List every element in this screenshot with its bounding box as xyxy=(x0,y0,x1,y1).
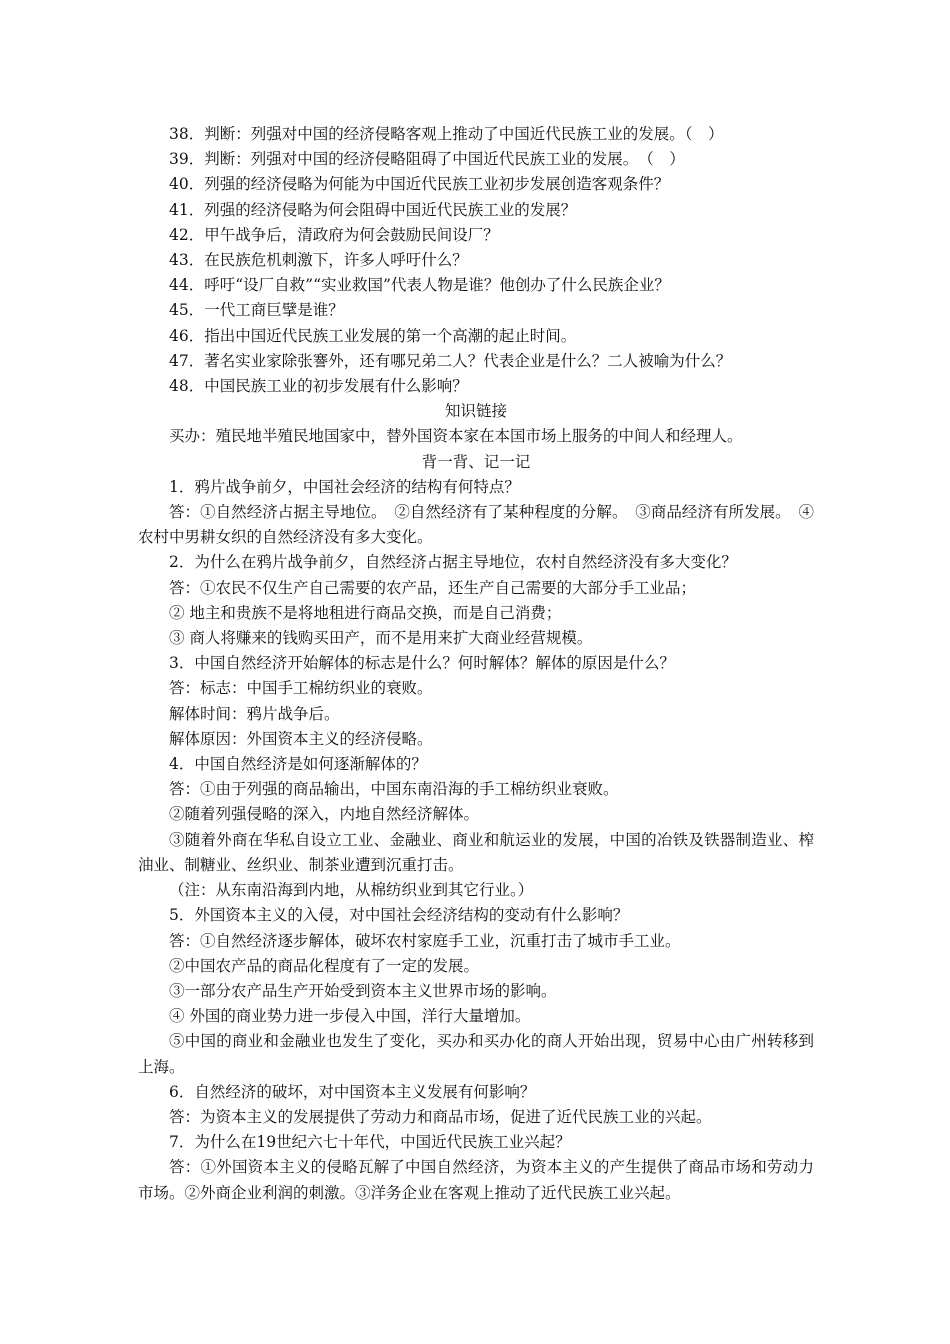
question-43: 43．在民族危机刺激下，许多人呼吁什么？ xyxy=(169,251,468,270)
review-line: （注：从东南沿海到内地，从棉纺织业到其它行业。） xyxy=(169,881,534,900)
review-line: 7．为什么在19世纪六七十年代，中国近代民族工业兴起？ xyxy=(169,1133,571,1152)
question-40: 40．列强的经济侵略为何能为中国近代民族工业初步发展创造客观条件？ xyxy=(169,175,670,194)
question-48: 48．中国民族工业的初步发展有什么影响？ xyxy=(169,377,468,396)
review-line: ③随着外商在华私自设立工业、金融业、商业和航运业的发展，中国的冶铁及铁器制造业、榨油业、制糖业、丝织业、制茶业遭到沉重打击。 xyxy=(138,830,814,874)
review-line: 答：①外国资本主义的侵略瓦解了中国自然经济，为资本主义的产生提供了商品市场和劳动力市场。②外商企业利润的刺激。③洋务企业在客观上推动了近代民族工业兴起。 xyxy=(138,1158,814,1202)
review-line: 答：①自然经济逐步解体，破坏农村家庭手工业，沉重打击了城市手工业。 xyxy=(169,931,681,950)
review-heading: 背一背、记一记 xyxy=(421,452,531,471)
review-line: ②随着列强侵略的深入，内地自然经济解体。 xyxy=(169,805,480,824)
review-line: 1．鸦片战争前夕，中国社会经济的结构有何特点？ xyxy=(169,477,520,496)
review-line: 答：①农民不仅生产自己需要的农产品，还生产自己需要的大部分手工业品； xyxy=(169,578,697,597)
question-46: 46．指出中国近代民族工业发展的第一个高潮的起止时间。 xyxy=(169,326,577,345)
review-line: ③一部分农产品生产开始受到资本主义世界市场的影响。 xyxy=(169,981,557,1000)
review-line: 答：为资本主义的发展提供了劳动力和商品市场，促进了近代民族工业的兴起。 xyxy=(169,1107,712,1126)
review-line: ②中国农产品的商品化程度有了一定的发展。 xyxy=(169,956,480,975)
review-line: 4．中国自然经济是如何逐渐解体的？ xyxy=(169,755,427,774)
question-42: 42．甲午战争后，清政府为何会鼓励民间设厂？ xyxy=(169,225,499,244)
review-line: ⑤中国的商业和金融业也发生了变化，买办和买办化的商人开始出现，贸易中心由广州转移到上海。 xyxy=(138,1032,814,1076)
document-page xyxy=(138,122,814,1206)
review-line: 答：①由于列强的商品输出，中国东南沿海的手工棉纺织业衰败。 xyxy=(169,780,619,799)
review-line: 解体时间：鸦片战争后。 xyxy=(169,704,340,723)
review-line: 3．中国自然经济开始解体的标志是什么？何时解体？解体的原因是什么？ xyxy=(169,654,675,673)
review-line: 答：标志：中国手工棉纺织业的衰败。 xyxy=(169,679,433,698)
question-39: 39．判断：列强对中国的经济侵略阻碍了中国近代民族工业的发展。 （ ） xyxy=(169,150,685,169)
question-44: 44．呼吁“设厂自救”“实业救国”代表人物是谁？他创办了什么民族企业？ xyxy=(169,276,670,295)
question-list xyxy=(138,122,814,399)
review-line: 2．为什么在鸦片战争前夕，自然经济占据主导地位，农村自然经济没有多大变化？ xyxy=(169,553,737,572)
review-line: ② 地主和贵族不是将地租进行商品交换，而是自己消费； xyxy=(169,603,562,622)
question-45: 45．一代工商巨擘是谁？ xyxy=(169,301,344,320)
review-line: ④ 外国的商业势力进一步侵入中国，洋行大量增加。 xyxy=(169,1007,531,1026)
review-line: 解体原因：外国资本主义的经济侵略。 xyxy=(169,729,433,748)
knowledge-heading: 知识链接 xyxy=(444,402,507,421)
question-47: 47．著名实业家除张謇外，还有哪兄弟二人？代表企业是什么？二人被喻为什么？ xyxy=(169,351,732,370)
knowledge-text: 买办：殖民地半殖民地国家中，替外国资本家在本国市场上服务的中间人和经理人。 xyxy=(169,427,743,446)
review-line: 答：①自然经济占据主导地位。 ②自然经济有了某种程度的分解。 ③商品经济有所发展。 ④农村中男耕女织的自然经济没有多大变化。 xyxy=(138,503,814,547)
review-list xyxy=(138,475,814,1206)
review-line: 5．外国资本主义的入侵，对中国社会经济结构的变动有什么影响？ xyxy=(169,906,629,925)
question-38: 38．判断：列强对中国的经济侵略客观上推动了中国近代民族工业的发展。（ ） xyxy=(169,125,724,143)
question-41: 41．列强的经济侵略为何会阻碍中国近代民族工业的发展？ xyxy=(169,200,577,219)
review-line: ③ 商人将赚来的钱购买田产，而不是用来扩大商业经营规模。 xyxy=(169,629,593,648)
review-line: 6．自然经济的破坏，对中国资本主义发展有何影响？ xyxy=(169,1082,536,1101)
